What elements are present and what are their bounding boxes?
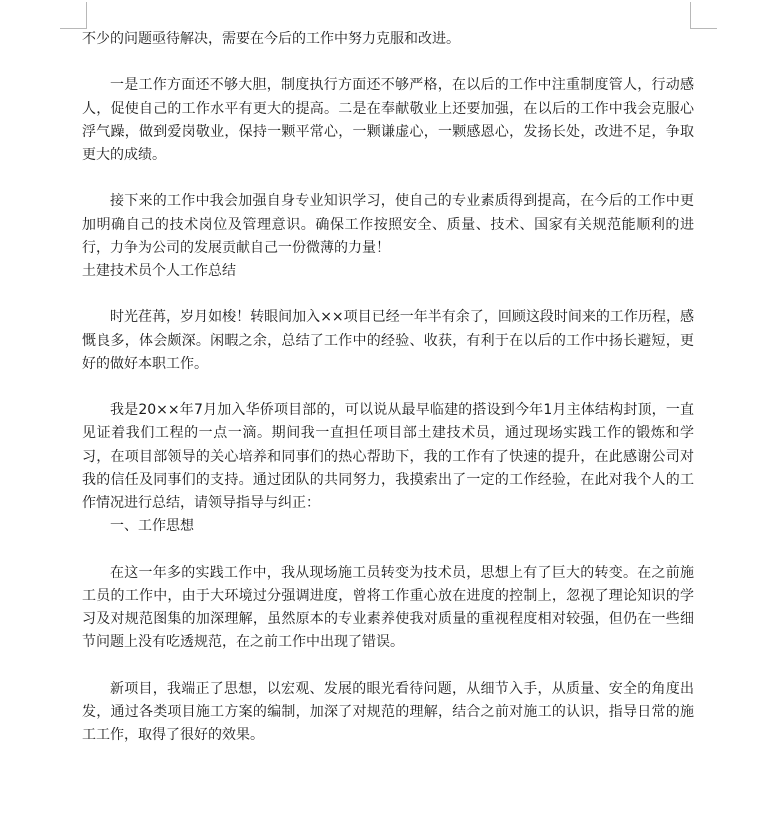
section-heading: 一、工作思想 xyxy=(110,518,194,535)
paragraph-new-project: 新项目，我端正了思想，以宏观、发展的眼光看待问题，从细节入手，从质量、安全的角度出发，通过各类项目施工方案的编制，加深了对规范的理解，结合之前对施工的认识，指导日常的施工工作，取得了很好的效果。 xyxy=(82,680,694,743)
paragraph-future-plans: 接下来的工作中我会加强自身专业知识学习，使自己的专业素质得到提高，在今后的工作中更加明确自己的技术岗位及管理意识。确保工作按照安全、质量、技术、国家有关规范能顺利的进行，力争为公司的发展贡献自己一份微薄的力量！ xyxy=(82,193,694,256)
crop-mark-top-right xyxy=(690,2,717,29)
paragraph-intro: 时光荏苒，岁月如梭！转眼间加入××项目已经一年半有余了，回顾这段时间来的工作历程，感慨良多，体会颇深。闲暇之余，总结了工作中的经验、收获，有利于在以后的工作中扬长避短，更好的做好本职工作。 xyxy=(82,309,694,372)
paragraph-background: 我是20××年7月加入华侨项目部的，可以说从最早临建的搭设到今年1月主体结构封顶，一直见证着我们工程的一点一滴。期间我一直担任项目部土建技术员，通过现场实践工作的锻炼和学习，在项目部领导的关心培养和同事们的热心帮助下，我的工作有了快速的提升，在此感谢公司对我的信任及同事们的支持。通过团队的共同努力，我摸索出了一定的工作经验，在此对我个人的工作情况进行总结，请领导指导与纠正： xyxy=(82,402,694,511)
paragraph-improvements: 一是工作方面还不够大胆，制度执行方面还不够严格，在以后的工作中注重制度管人，行动感人，促使自己的工作水平有更大的提高。二是在奉献敬业上还要加强，在以后的工作中我会克服心浮气躁，做到爱岗敬业，保持一颗平常心，一颗谦虚心，一颗感恩心，发扬长处，改进不足，争取更大的成绩。 xyxy=(82,77,694,163)
document-body xyxy=(82,28,694,747)
paragraph-continued: 不少的问题亟待解决，需要在今后的工作中努力克服和改进。 xyxy=(82,31,460,47)
paragraph-thinking-change: 在这一年多的实践工作中，我从现场施工员转变为技术员，思想上有了巨大的转变。在之前施工员的工作中，由于大环境过分强调进度，曾将工作重心放在进度的控制上，忽视了理论知识的学习及对规范图集的加深理解，虽然原本的专业素养使我对质量的重视程度相对较强，但仍在一些细节问题上没有吃透规范，在之前工作中出现了错误。 xyxy=(82,564,694,651)
crop-mark-top-left xyxy=(60,2,87,29)
article-title: 土建技术员个人工作总结 xyxy=(82,263,236,279)
